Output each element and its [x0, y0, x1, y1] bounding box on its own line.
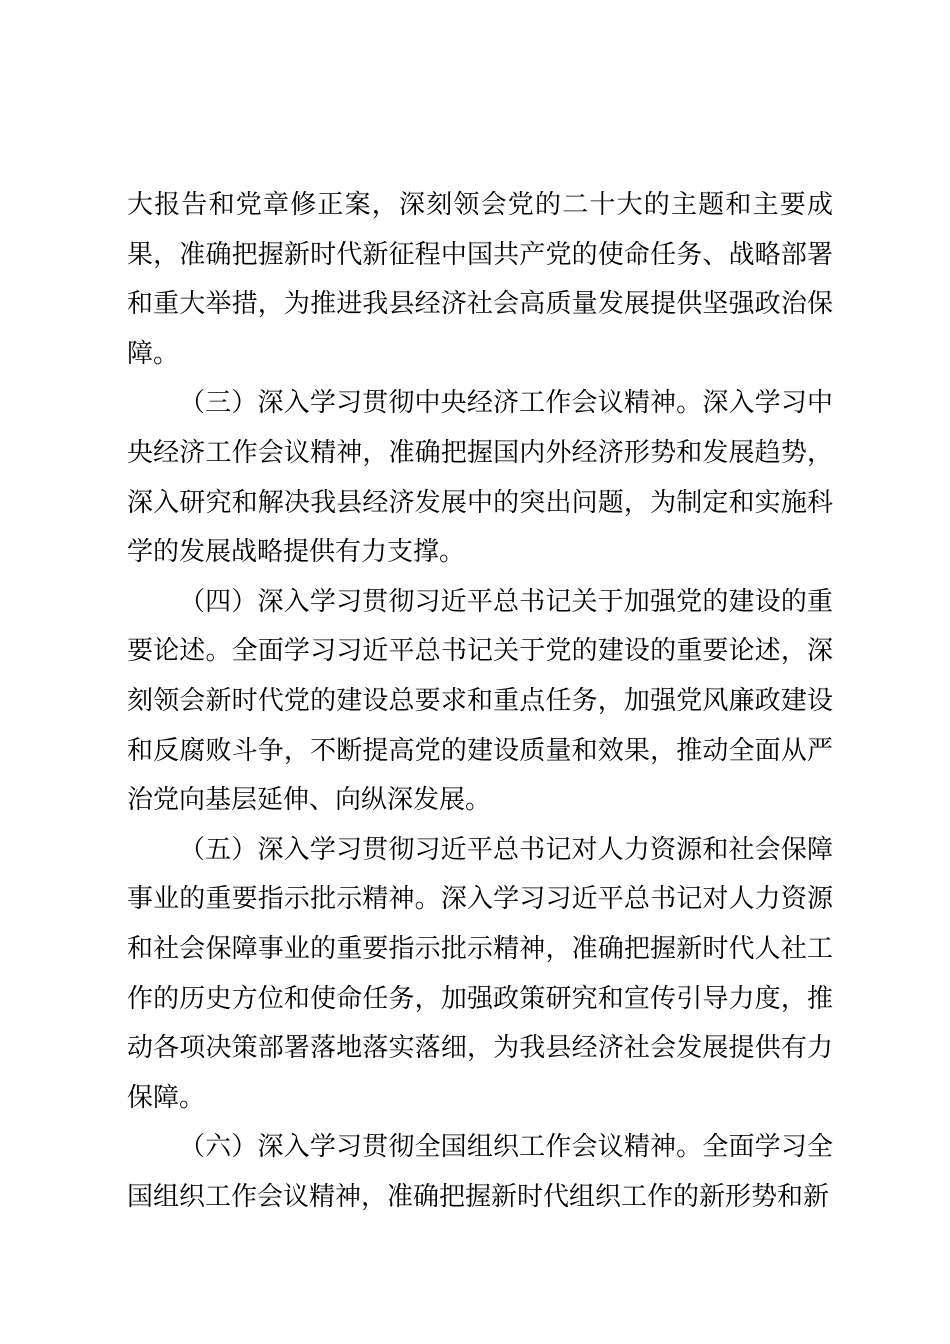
paragraph-section-5: （五）深入学习贯彻习近平总书记对人力资源和社会保障事业的重要指示批示精神。深入学习习近平总书记对人力资源和社会保障事业的重要指示批示精神，准确把握新时代人社工作的历史方位和使命任务，加强政策研究和宣传引导力度，推动各项决策部署落地落实落细，为我县经济社会发展提供有力保障。	[127, 834, 833, 1113]
paragraph-section-4: （四）深入学习贯彻习近平总书记关于加强党的建设的重要论述。全面学习习近平总书记关于党的建设的重要论述，深刻领会新时代党的建设总要求和重点任务，加强党风廉政建设和反腐败斗争，不断提高党的建设质量和效果，推动全面从严治党向基层延伸、向纵深发展。	[127, 586, 833, 816]
paragraph-continuation: 大报告和党章修正案，深刻领会党的二十大的主题和主要成果，准确把握新时代新征程中国共产党的使命任务、战略部署和重大举措，为推进我县经济社会高质量发展提供坚强政治保障。	[127, 190, 833, 369]
document-body	[127, 181, 833, 1222]
paragraph-section-6: （六）深入学习贯彻全国组织工作会议精神。全面学习全国组织工作会议精神，准确把握新时代组织工作的新形势和新	[127, 1132, 833, 1212]
paragraph-section-3: （三）深入学习贯彻中央经济工作会议精神。深入学习中央经济工作会议精神，准确把握国内外经济形势和发展趋势，深入研究和解决我县经济发展中的突出问题，为制定和实施科学的发展战略提供有力支撑。	[127, 388, 833, 568]
